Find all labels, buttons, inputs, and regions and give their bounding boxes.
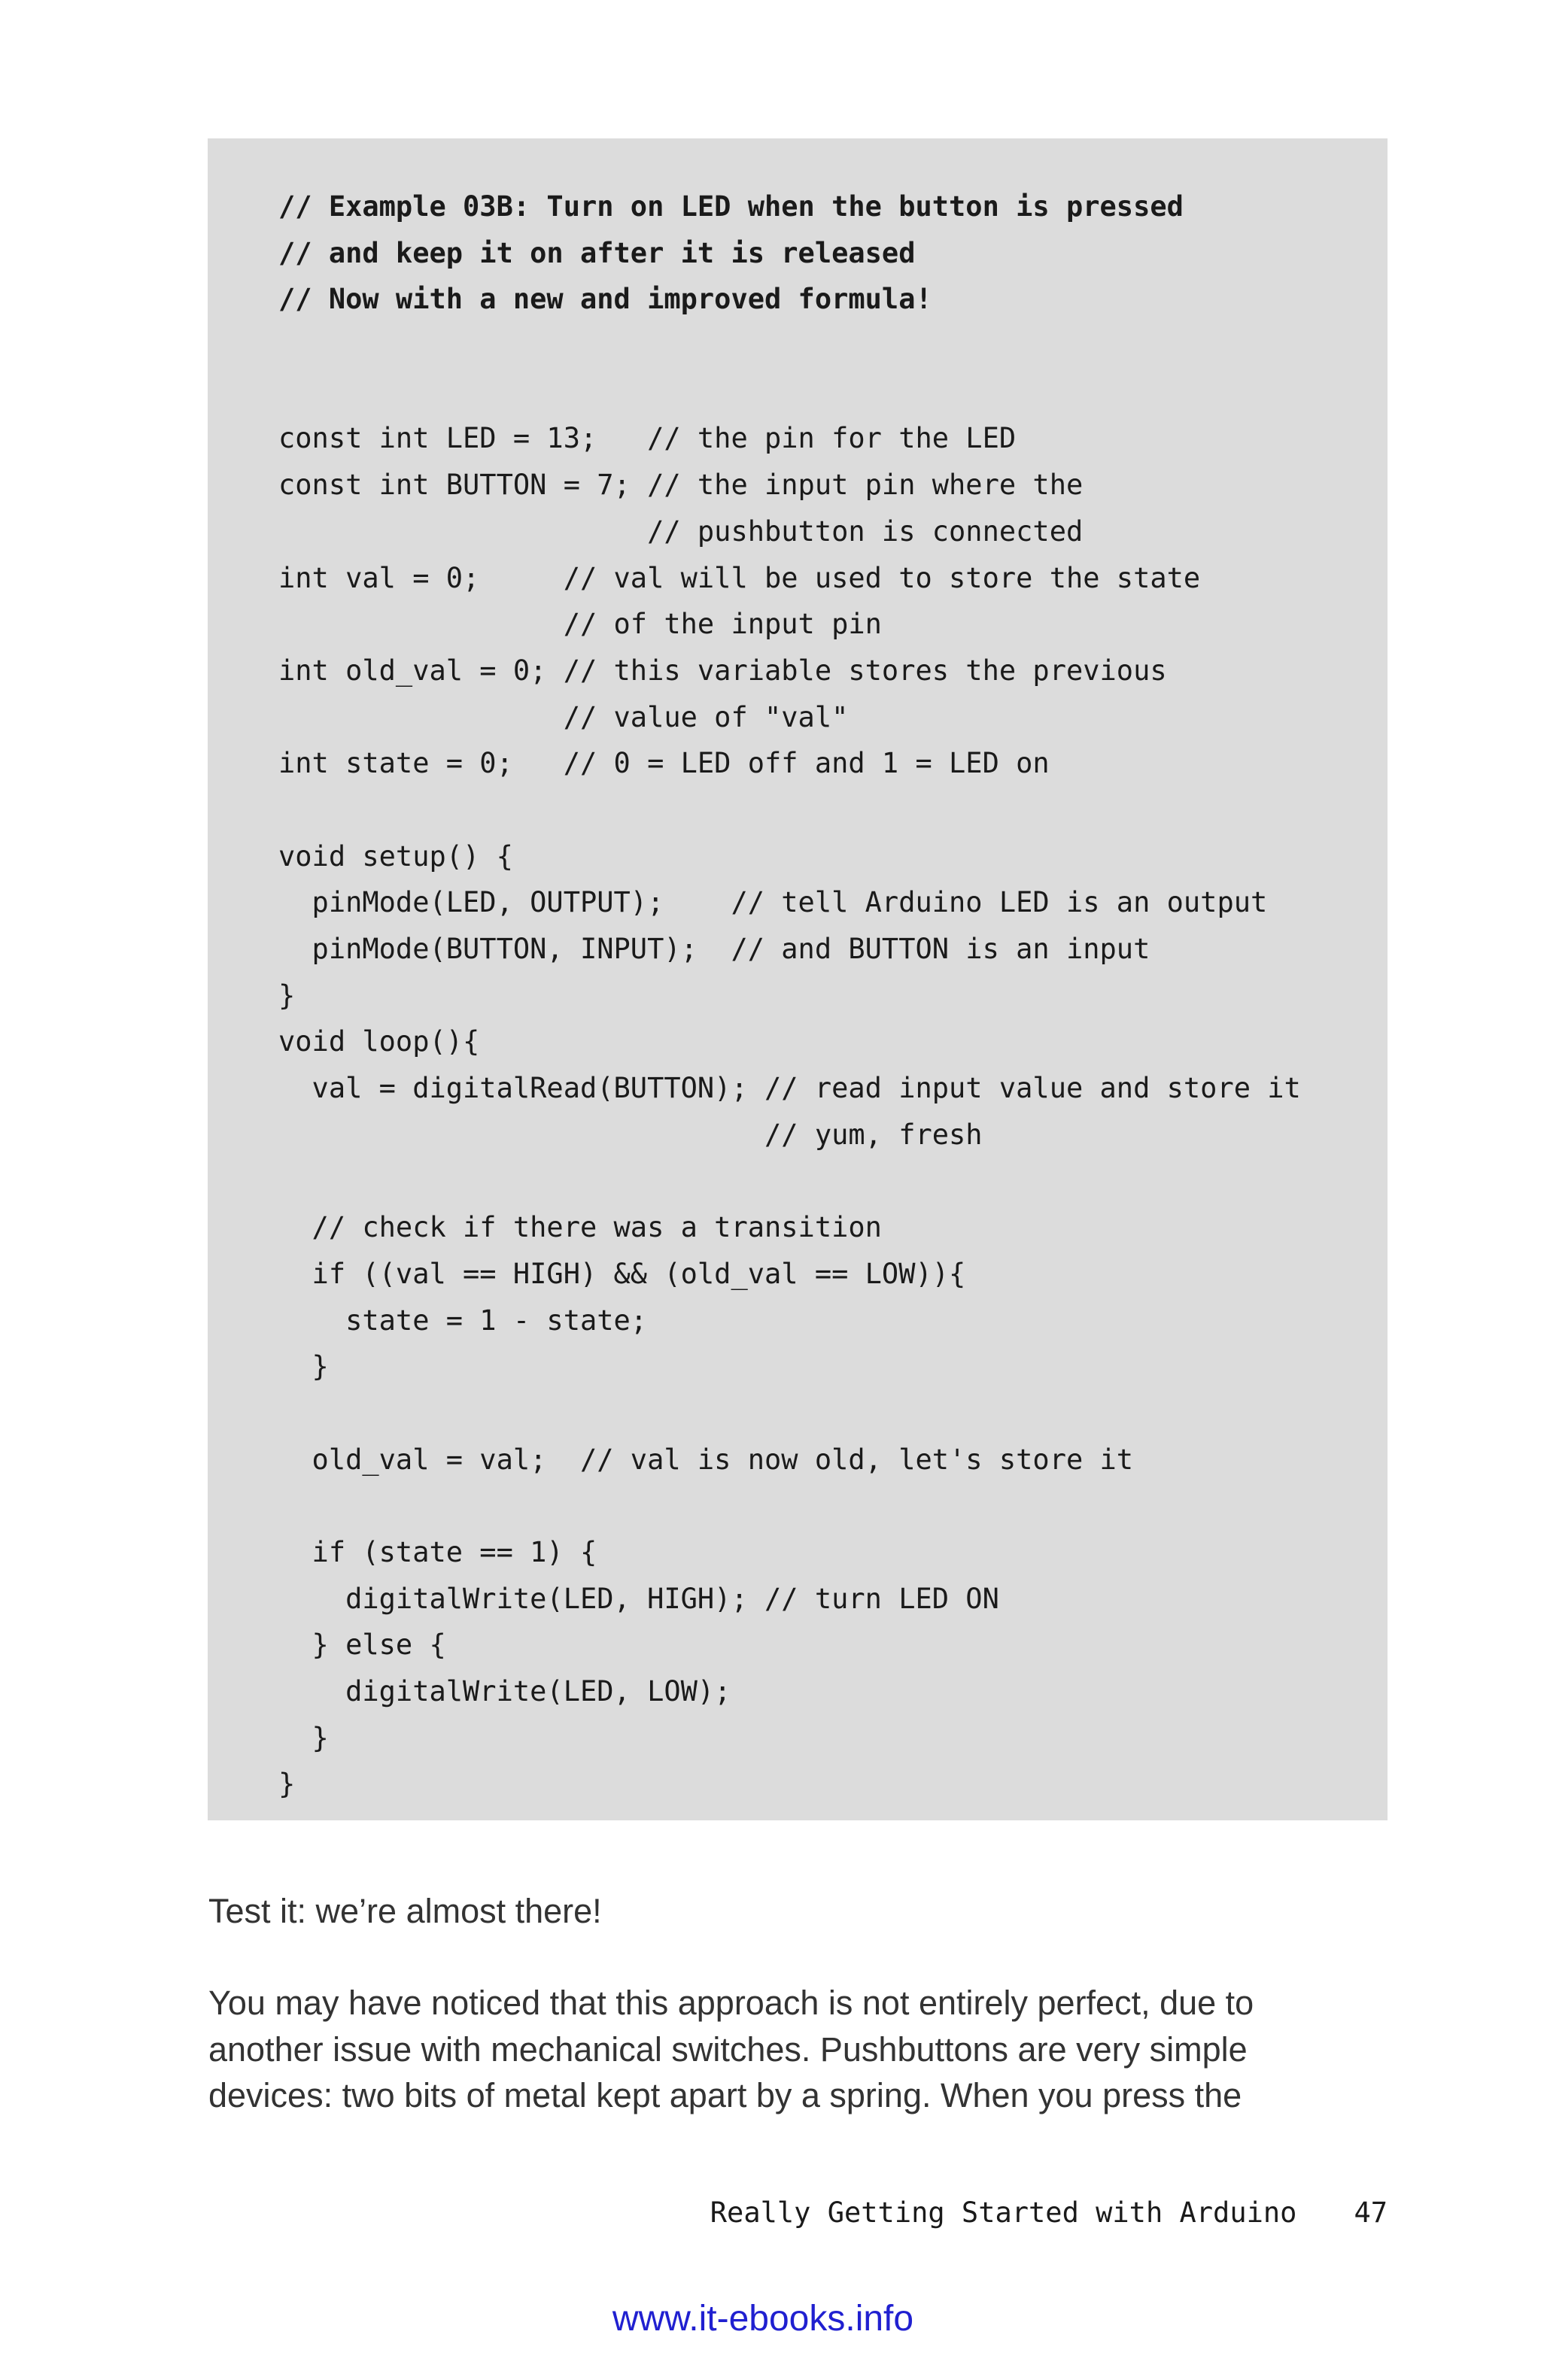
code-comment-heading-line: // and keep it on after it is released <box>278 236 916 269</box>
code-line: } <box>278 1768 296 1801</box>
code-line <box>278 787 1301 833</box>
code-line: int old_val = 0; // this variable stores the previous <box>278 654 1167 687</box>
code-line: const int BUTTON = 7; // the input pin where the <box>278 469 1084 502</box>
code-line: if (state == 1) { <box>278 1535 597 1568</box>
code-comment-heading-line: // Example 03B: Turn on LED when the button is pressed <box>278 190 1184 223</box>
body-paragraph <box>208 1980 1388 2119</box>
code-line: // check if there was a transition <box>278 1211 882 1244</box>
code-line: const int LED = 13; // the pin for the LED <box>278 422 1017 455</box>
code-line <box>278 1483 1301 1529</box>
code-listing <box>278 184 1301 1808</box>
code-line: // pushbutton is connected <box>278 515 1084 548</box>
intro-line: Test it: we’re almost there! <box>208 1892 602 1930</box>
code-line: } <box>278 1721 329 1754</box>
code-line: pinMode(LED, OUTPUT); // tell Arduino LED is an output <box>278 886 1268 919</box>
code-line: } <box>278 1350 329 1383</box>
code-line: void setup() { <box>278 839 513 873</box>
code-line: void loop(){ <box>278 1025 480 1058</box>
code-line: digitalWrite(LED, LOW); <box>278 1675 731 1708</box>
code-line: // of the input pin <box>278 608 882 641</box>
paragraph-line: You may have noticed that this approach is not entirely perfect, due to <box>208 1984 1254 2022</box>
code-line: // value of "val" <box>278 700 849 733</box>
watermark-link[interactable]: www.it-ebooks.info <box>612 2299 914 2339</box>
code-line: } <box>278 979 296 1012</box>
book-title: Really Getting Started with Arduino <box>710 2196 1297 2229</box>
code-line: // yum, fresh <box>278 1118 983 1151</box>
page-number: 47 <box>1354 2196 1388 2229</box>
code-line: old_val = val; // val is now old, let's store it <box>278 1443 1134 1476</box>
code-line <box>278 323 1301 369</box>
code-line: int state = 0; // 0 = LED off and 1 = LED on <box>278 747 1050 780</box>
code-line <box>278 1390 1301 1437</box>
code-line <box>278 369 1301 416</box>
page-footer <box>710 2190 1388 2236</box>
code-comment-heading-line: // Now with a new and improved formula! <box>278 283 932 316</box>
intro-paragraph <box>208 1888 1388 1935</box>
code-line: } else { <box>278 1629 446 1662</box>
code-line <box>278 1158 1301 1204</box>
code-line: digitalWrite(LED, HIGH); // turn LED ON <box>278 1582 999 1615</box>
code-line: int val = 0; // val will be used to store the state <box>278 561 1201 594</box>
code-line: if ((val == HIGH) && (old_val == LOW)){ <box>278 1257 966 1290</box>
paragraph-line: devices: two bits of metal kept apart by a spring. When you press the <box>208 2076 1242 2114</box>
code-line: val = digitalRead(BUTTON); // read input value and store it <box>278 1072 1301 1105</box>
code-line: state = 1 - state; <box>278 1304 648 1337</box>
code-line: pinMode(BUTTON, INPUT); // and BUTTON is an input <box>278 933 1150 965</box>
paragraph-line: another issue with mechanical switches. Pushbuttons are very simple <box>208 2029 1248 2069</box>
